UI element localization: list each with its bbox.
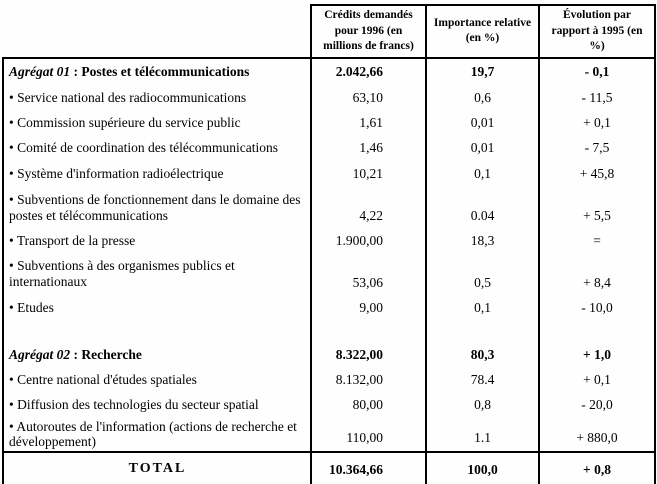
row-prefix: Agrégat 02 (9, 347, 71, 363)
row-title: Subventions à des organismes publics et internationaux (9, 258, 235, 290)
credits-cell: 110,00 (311, 418, 426, 453)
row-label (3, 229, 311, 253)
credits-cell: 2.042,66 (311, 58, 426, 86)
bullet: • (9, 258, 18, 274)
corner-header-cell (3, 5, 311, 58)
table-row (3, 111, 655, 136)
row-title: Recherche (81, 347, 142, 363)
row-separator: : (70, 64, 82, 80)
table-row (3, 418, 655, 453)
budget-table (2, 4, 656, 484)
importance-cell: 0,1 (426, 296, 539, 321)
bullet: • (9, 372, 18, 388)
table-row (3, 368, 655, 393)
row-title: Autoroutes de l'information (actions de recherche et développement) (9, 418, 297, 450)
credits-cell: 10,21 (311, 161, 426, 187)
credits-cell: 8.132,00 (311, 368, 426, 393)
credits-cell (311, 321, 426, 343)
row-title: Transport de la presse (16, 232, 136, 248)
row-label (3, 161, 311, 187)
total-importance-cell: 100,0 (426, 452, 539, 484)
evolution-cell: + 0,1 (539, 111, 655, 136)
row-title: Système d'information radioélectrique (17, 165, 224, 181)
row-title: Diffusion des technologies du secteur spatial (17, 397, 259, 413)
row-label (3, 136, 311, 161)
row-label (3, 343, 311, 368)
importance-cell: 0,5 (426, 253, 539, 296)
importance-cell: 0.04 (426, 187, 539, 229)
row-label (3, 86, 311, 111)
row-label (3, 111, 311, 136)
evolution-cell: + 1,0 (539, 343, 655, 368)
row-label (3, 418, 311, 453)
row-title: Commission supérieure du service public (17, 115, 241, 131)
evolution-cell: - 0,1 (539, 58, 655, 86)
bullet: • (9, 397, 18, 413)
row-title: Comité de coordination des télécommunications (17, 140, 279, 156)
importance-cell: 78.4 (426, 368, 539, 393)
evolution-cell: = (539, 229, 655, 253)
importance-cell: 0,01 (426, 136, 539, 161)
credits-cell: 1,61 (311, 111, 426, 136)
table-row (3, 58, 655, 86)
importance-cell (426, 321, 539, 343)
importance-cell: 1.1 (426, 418, 539, 453)
row-separator: : (70, 347, 82, 363)
table-row (3, 136, 655, 161)
table-row (3, 187, 655, 229)
bullet: • (9, 90, 18, 106)
row-title: Postes et télécommunications (81, 64, 250, 80)
table-row (3, 229, 655, 253)
table-row (3, 343, 655, 368)
evolution-cell: + 45,8 (539, 161, 655, 187)
row-title: Subventions de fonctionnement dans le domaine des postes et télécommunications (9, 191, 301, 223)
row-label (3, 253, 311, 296)
evolution-cell: - 20,0 (539, 393, 655, 418)
credits-cell: 8.322,00 (311, 343, 426, 368)
importance-cell: 80,3 (426, 343, 539, 368)
importance-cell: 19,7 (426, 58, 539, 86)
evolution-cell: - 10,0 (539, 296, 655, 321)
row-prefix: Agrégat 01 (9, 64, 71, 80)
row-label (3, 393, 311, 418)
row-title: Service national des radiocommunications (17, 90, 247, 106)
bullet: • (9, 115, 18, 131)
row-title: Etudes (17, 300, 54, 316)
table-row (3, 393, 655, 418)
evolution-cell (539, 321, 655, 343)
row-title: Centre national d'études spatiales (17, 372, 197, 388)
importance-cell: 0,6 (426, 86, 539, 111)
credits-cell: 9,00 (311, 296, 426, 321)
importance-cell: 0,1 (426, 161, 539, 187)
bullet: • (9, 140, 18, 156)
col-header-evolution: Évolution par rapport à 1995 (en %) (539, 5, 655, 58)
evolution-cell: - 7,5 (539, 136, 655, 161)
table-row (3, 161, 655, 187)
evolution-cell: + 8,4 (539, 253, 655, 296)
evolution-cell: + 880,0 (539, 418, 655, 453)
total-row (3, 452, 655, 484)
evolution-cell: + 0,1 (539, 368, 655, 393)
row-label (3, 187, 311, 229)
spacer-row (3, 321, 655, 343)
row-label (3, 321, 311, 343)
row-label (3, 58, 311, 86)
credits-cell: 53,06 (311, 253, 426, 296)
bullet: • (9, 232, 17, 248)
bullet: • (9, 300, 18, 316)
evolution-cell: - 11,5 (539, 86, 655, 111)
bullet: • (9, 165, 18, 181)
table-row (3, 86, 655, 111)
table-row (3, 296, 655, 321)
importance-cell: 0,8 (426, 393, 539, 418)
col-header-credits: Crédits demandés pour 1996 (en millions de francs) (311, 5, 426, 58)
evolution-cell: + 5,5 (539, 187, 655, 229)
credits-cell: 4,22 (311, 187, 426, 229)
total-credits-cell: 10.364,66 (311, 452, 426, 484)
bullet: • (9, 191, 18, 207)
importance-cell: 0,01 (426, 111, 539, 136)
table-row (3, 253, 655, 296)
col-header-importance: Importance relative (en %) (426, 5, 539, 58)
header-row (3, 5, 655, 58)
credits-cell: 80,00 (311, 393, 426, 418)
total-label: TOTAL (3, 452, 311, 484)
total-evolution-cell: + 0,8 (539, 452, 655, 484)
row-label (3, 368, 311, 393)
bullet: • (9, 418, 17, 434)
credits-cell: 1,46 (311, 136, 426, 161)
credits-cell: 1.900,00 (311, 229, 426, 253)
importance-cell: 18,3 (426, 229, 539, 253)
row-label (3, 296, 311, 321)
credits-cell: 63,10 (311, 86, 426, 111)
